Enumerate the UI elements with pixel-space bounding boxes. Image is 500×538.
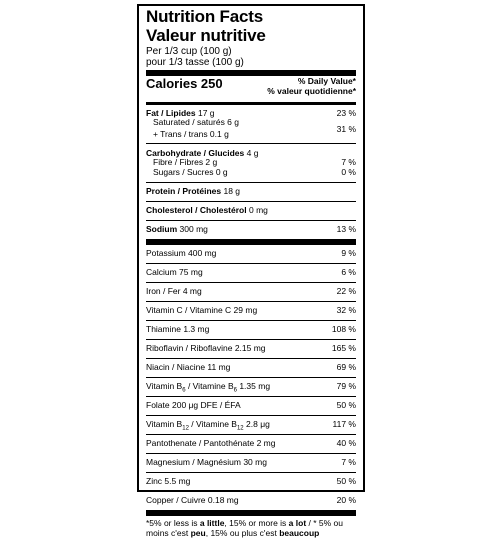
riboflavin-label: Riboflavin / Riboflavine 2.15 mg [146, 343, 266, 354]
sodium-label: Sodium [146, 224, 178, 235]
iron-label: Iron / Fer 4 mg [146, 286, 202, 297]
potassium-label: Potassium 400 mg [146, 248, 217, 259]
calories-row [146, 76, 356, 102]
cholesterol-row [146, 201, 356, 220]
vitamin-b12-row [146, 415, 356, 434]
nutrition-facts-label [137, 4, 365, 538]
folate-dv: 50 % [336, 400, 356, 411]
trans-row [146, 124, 356, 140]
daily-value-header-french: % valeur quotidienne* [267, 85, 356, 96]
vitamin-b6-label: Vitamin $B_6$ / Vitamine $B_6$ 1.35 mg [146, 381, 271, 394]
riboflavin-dv: 165 % [331, 343, 356, 354]
magnesium-dv: 7 % [341, 457, 356, 468]
thiamine-dv: 108 % [331, 324, 356, 335]
fat-group [146, 105, 356, 143]
copper-dv: 20 % [336, 495, 356, 506]
riboflavin-row [146, 339, 356, 358]
footnote: *5% or less is a little, 15% or more is a lot / * 5% ou moins c'est peu, 15% ou plus c'est beaucoup [146, 518, 344, 538]
thiamine-label: Thiamine 1.3 mg [146, 324, 210, 335]
vitamin-b12-label: Vitamin $B_{12}$ / Vitamine $B_{12}$ 2.8 μg [146, 419, 270, 432]
potassium-dv: 9 % [341, 248, 356, 259]
niacin-dv: 69 % [336, 362, 356, 373]
copper-row [146, 491, 356, 510]
iron-row [146, 282, 356, 301]
magnesium-label: Magnesium / Magnésium 30 mg [146, 457, 267, 468]
title-english: Nutrition Facts [146, 7, 263, 26]
daily-value-header-english: % Daily Value* [297, 76, 356, 86]
sugars-label: Sugars / Sucres 0 g [153, 166, 228, 177]
saturated-trans-dv: 31 % [336, 123, 356, 134]
zinc-label: Zinc 5.5 mg [146, 476, 191, 487]
carbohydrate-group [146, 143, 356, 182]
sodium-dv: 13 % [336, 224, 356, 235]
calcium-row [146, 263, 356, 282]
pantothenate-row [146, 434, 356, 453]
vitamin-b6-dv: 79 % [336, 381, 356, 392]
fat-amount: 17 g [197, 107, 215, 118]
fat-dv: 23 % [336, 107, 356, 118]
protein-label: Protein / Protéines [146, 186, 222, 197]
serving-size-english: Per 1/3 cup (100 g) [146, 46, 232, 57]
copper-label: Copper / Cuivre 0.18 mg [146, 495, 239, 506]
vitamin-c-dv: 32 % [336, 305, 356, 316]
magnesium-row [146, 453, 356, 472]
iron-dv: 22 % [336, 286, 356, 297]
daily-value-header [267, 77, 356, 96]
fibre-label: Fibre / Fibres 2 g [153, 157, 218, 168]
calories-label: Calories 250 [146, 76, 223, 91]
vitamin-b12-dv: 117 % [332, 419, 356, 430]
folate-label: Folate 200 μg DFE / ÉFA [146, 400, 241, 411]
calcium-label: Calcium 75 mg [146, 267, 203, 278]
zinc-row [146, 472, 356, 491]
vitamin-c-label: Vitamin C / Vitamine C 29 mg [146, 305, 258, 316]
saturated-label: Saturated / saturés 6 g [153, 117, 239, 128]
carbohydrate-label: Carbohydrate / Glucides [146, 147, 245, 158]
calcium-dv: 6 % [341, 267, 356, 278]
niacin-row [146, 358, 356, 377]
pantothenate-dv: 40 % [336, 438, 356, 449]
protein-amount: 18 g [223, 186, 241, 197]
title-french: Valeur nutritive [146, 26, 266, 45]
sugars-dv: 0 % [341, 166, 356, 177]
zinc-dv: 50 % [336, 476, 356, 487]
protein-row [146, 182, 356, 201]
fat-label: Fat / Lipides [146, 107, 196, 118]
niacin-label: Niacin / Niacine 11 mg [146, 362, 231, 373]
vitamin-c-row [146, 301, 356, 320]
carbohydrate-amount: 4 g [246, 147, 259, 158]
vitamin-b6-row [146, 377, 356, 396]
thiamine-row [146, 320, 356, 339]
trans-label: + Trans / trans 0.1 g [153, 128, 229, 139]
fibre-dv: 7 % [341, 157, 356, 168]
potassium-row [146, 245, 356, 263]
cholesterol-label: Cholesterol / Cholestérol [146, 205, 247, 216]
sodium-amount: 300 mg [179, 224, 208, 235]
serving-size-french: pour 1/3 tasse (100 g) [146, 57, 244, 68]
sugars-row [146, 168, 356, 178]
pantothenate-label: Pantothenate / Pantothénate 2 mg [146, 438, 276, 449]
sodium-row [146, 220, 356, 239]
cholesterol-amount: 0 mg [248, 205, 268, 216]
folate-row [146, 396, 356, 415]
